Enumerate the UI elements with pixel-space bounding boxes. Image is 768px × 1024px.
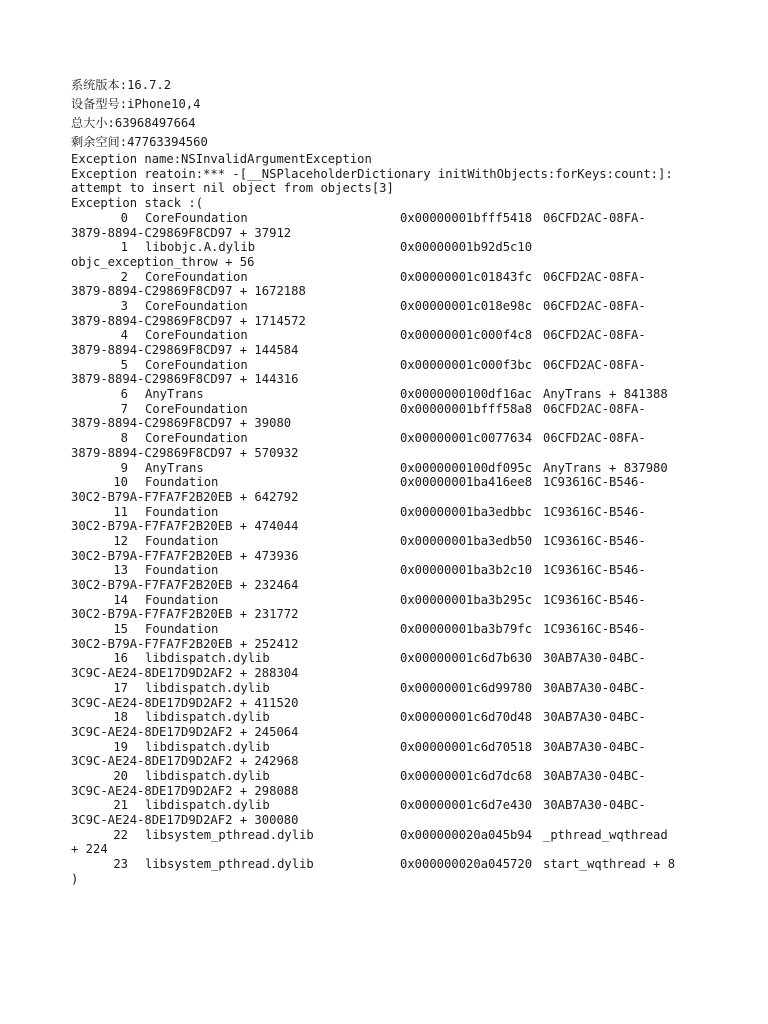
frame-number: 22	[113, 827, 128, 842]
frame-library: CoreFoundation	[145, 298, 248, 313]
frame-symbol: start_wqthread + 8	[543, 857, 676, 872]
frame-symbol: 06CFD2AC-08FA-	[543, 328, 646, 343]
frame-symbol: 1C93616C-B546-	[543, 504, 646, 519]
frame-symbol: 06CFD2AC-08FA-	[543, 269, 646, 284]
frame-address: 0x00000001bfff58a8	[400, 401, 533, 416]
frame-number: 8	[120, 431, 128, 446]
frame-library: Foundation	[145, 533, 219, 548]
frame-address: 0x00000001ba3edb50	[400, 533, 533, 548]
stack-frame	[71, 475, 711, 504]
frame-library: libdispatch.dylib	[145, 739, 270, 754]
frame-symbol: AnyTrans + 841388	[543, 387, 668, 402]
frame-number: 21	[113, 798, 128, 813]
stack-frame-row	[71, 710, 711, 725]
frame-symbol: 30AB7A30-04BC-	[543, 798, 646, 813]
frame-number: 23	[113, 857, 128, 872]
frame-library: CoreFoundation	[145, 357, 248, 372]
frame-number: 12	[113, 533, 128, 548]
frame-symbol: 06CFD2AC-08FA-	[543, 210, 646, 225]
stack-frame-row	[71, 563, 711, 578]
device-info-line: 剩余空间:47763394560	[71, 135, 208, 149]
stack-frame-row	[71, 358, 711, 373]
frame-address: 0x000000020a045b94	[400, 827, 533, 842]
stack-frame-row	[71, 593, 711, 608]
frame-library: Foundation	[145, 475, 219, 490]
frame-symbol-continued: 3879-8894-C29869F8CD97 + 1672188	[71, 284, 306, 299]
stack-frame	[71, 387, 711, 402]
frame-symbol-continued: 30C2-B79A-F7FA7F2B20EB + 231772	[71, 607, 299, 622]
frame-number: 1	[120, 240, 128, 255]
exception-reason: Exception reatoin:*** -[__NSPlaceholderDictionary initWithObjects:forKeys:count:]:	[71, 166, 673, 181]
frame-address: 0x00000001c6d7dc68	[400, 768, 533, 783]
frame-address: 0x00000001ba3b295c	[400, 592, 533, 607]
frame-symbol-continued: 3C9C-AE24-8DE17D9D2AF2 + 298088	[71, 783, 299, 798]
frame-number: 11	[113, 504, 128, 519]
frame-address: 0x0000000100df095c	[400, 460, 533, 475]
frame-address: 0x00000001c6d70518	[400, 739, 533, 754]
stack-frame-row	[71, 681, 711, 696]
frame-number: 2	[120, 269, 128, 284]
frame-library: libsystem_pthread.dylib	[145, 857, 314, 872]
stack-frame	[71, 211, 711, 240]
stack-frame	[71, 563, 711, 592]
frame-library: AnyTrans	[145, 460, 204, 475]
frame-symbol: 30AB7A30-04BC-	[543, 680, 646, 695]
frame-address: 0x00000001b92d5c10	[400, 240, 533, 255]
stack-frame	[71, 328, 711, 357]
frame-address: 0x00000001c6d70d48	[400, 710, 533, 725]
frame-library: libobjc.A.dylib	[145, 240, 256, 255]
frame-symbol-continued: 30C2-B79A-F7FA7F2B20EB + 473936	[71, 548, 299, 563]
stack-header: Exception stack :(	[71, 196, 204, 211]
stack-frame	[71, 431, 711, 460]
frame-number: 5	[120, 357, 128, 372]
stack-frame-row	[71, 651, 711, 666]
stack-frame-row	[71, 402, 711, 417]
frame-address: 0x00000001ba416ee8	[400, 475, 533, 490]
stack-frame-row	[71, 461, 711, 476]
stack-frame	[71, 681, 711, 710]
frame-library: CoreFoundation	[145, 431, 248, 446]
frame-number: 0	[120, 210, 128, 225]
stack-frame-row	[71, 828, 711, 843]
stack-frame-row	[71, 328, 711, 343]
frame-symbol-continued: 3879-8894-C29869F8CD97 + 1714572	[71, 313, 306, 328]
frame-symbol: 30AB7A30-04BC-	[543, 651, 646, 666]
frame-address: 0x00000001c01843fc	[400, 269, 533, 284]
stack-frame-row	[71, 211, 711, 226]
stack-frame-row	[71, 622, 711, 637]
frame-library: libdispatch.dylib	[145, 798, 270, 813]
frame-number: 6	[120, 387, 128, 402]
device-info-line: 系统版本:16.7.2	[71, 78, 172, 92]
frame-symbol-continued: 3C9C-AE24-8DE17D9D2AF2 + 300080	[71, 813, 299, 827]
frame-symbol: 1C93616C-B546-	[543, 475, 646, 490]
frame-library: CoreFoundation	[145, 328, 248, 343]
frame-number: 4	[120, 328, 128, 343]
frame-symbol-continued: 3C9C-AE24-8DE17D9D2AF2 + 288304	[71, 666, 299, 681]
frame-symbol: 1C93616C-B546-	[543, 622, 646, 637]
stack-frame-row	[71, 240, 711, 255]
frame-library: Foundation	[145, 504, 219, 519]
frame-symbol: 06CFD2AC-08FA-	[543, 431, 646, 446]
frame-library: libdispatch.dylib	[145, 651, 270, 666]
frame-address: 0x00000001bfff5418	[400, 210, 533, 225]
device-info-line: 设备型号:iPhone10,4	[71, 97, 201, 111]
frame-address: 0x00000001ba3b79fc	[400, 622, 533, 637]
frame-number: 19	[113, 739, 128, 754]
stack-frame	[71, 651, 711, 680]
frame-number: 20	[113, 768, 128, 783]
frame-number: 15	[113, 622, 128, 637]
stack-frame-row	[71, 475, 711, 490]
frame-number: 16	[113, 651, 128, 666]
stack-frame-row	[71, 505, 711, 520]
frame-library: Foundation	[145, 563, 219, 578]
frame-symbol: 1C93616C-B546-	[543, 533, 646, 548]
stack-frame	[71, 593, 711, 622]
frame-library: CoreFoundation	[145, 401, 248, 416]
stack-frame-row	[71, 740, 711, 755]
frame-address: 0x0000000100df16ac	[400, 387, 533, 402]
frame-symbol: 30AB7A30-04BC-	[543, 739, 646, 754]
stack-frame	[71, 769, 711, 798]
frame-address: 0x00000001c018e98c	[400, 298, 533, 313]
frame-address: 0x00000001c000f3bc	[400, 357, 533, 372]
stack-frame-row	[71, 431, 711, 446]
frame-library: CoreFoundation	[145, 269, 248, 284]
frame-symbol-continued: 3879-8894-C29869F8CD97 + 39080	[71, 416, 292, 431]
frame-number: 17	[113, 680, 128, 695]
frame-library: AnyTrans	[145, 387, 204, 402]
frame-symbol-continued: 30C2-B79A-F7FA7F2B20EB + 642792	[71, 489, 299, 504]
frame-library: Foundation	[145, 592, 219, 607]
frame-symbol: 06CFD2AC-08FA-	[543, 357, 646, 372]
device-info-line: 总大小:63968497664	[71, 116, 196, 130]
stack-frame-row	[71, 769, 711, 784]
frame-number: 10	[113, 475, 128, 490]
frame-symbol: _pthread_wqthread	[543, 827, 668, 842]
stack-frame	[71, 461, 711, 476]
stack-frame	[71, 505, 711, 534]
exception-reason-continued: attempt to insert nil object from objects[3]	[71, 181, 394, 196]
stack-footer: )	[71, 871, 79, 886]
frame-symbol: 06CFD2AC-08FA-	[543, 401, 646, 416]
stack-frame	[71, 358, 711, 387]
frame-symbol-continued: objc_exception_throw + 56	[71, 254, 255, 269]
stack-frame-row	[71, 534, 711, 549]
stack-frame-row	[71, 270, 711, 285]
stack-frame-row	[71, 299, 711, 314]
frame-number: 13	[113, 563, 128, 578]
device-info-block	[71, 76, 711, 152]
frame-library: libdispatch.dylib	[145, 680, 270, 695]
stack-frame	[71, 240, 711, 269]
stack-frame	[71, 798, 711, 827]
stack-frame	[71, 828, 711, 857]
frame-symbol-continued: 3879-8894-C29869F8CD97 + 37912	[71, 225, 292, 240]
frame-symbol-continued: 3C9C-AE24-8DE17D9D2AF2 + 245064	[71, 724, 299, 739]
frame-symbol-continued: 30C2-B79A-F7FA7F2B20EB + 474044	[71, 519, 299, 534]
frame-address: 0x00000001ba3b2c10	[400, 563, 533, 578]
frame-symbol: 1C93616C-B546-	[543, 563, 646, 578]
frame-library: Foundation	[145, 622, 219, 637]
frame-symbol-continued: 3C9C-AE24-8DE17D9D2AF2 + 411520	[71, 695, 299, 710]
frame-number: 7	[120, 401, 128, 416]
frame-address: 0x00000001c0077634	[400, 431, 533, 446]
frame-address: 0x00000001c6d99780	[400, 680, 533, 695]
frame-address: 0x00000001c6d7e430	[400, 798, 533, 813]
frame-number: 3	[120, 298, 128, 313]
frame-symbol-continued: 3879-8894-C29869F8CD97 + 144316	[71, 372, 299, 387]
frame-symbol-continued: 3879-8894-C29869F8CD97 + 570932	[71, 445, 299, 460]
frame-symbol: 30AB7A30-04BC-	[543, 768, 646, 783]
stack-frame	[71, 299, 711, 328]
frame-library: libdispatch.dylib	[145, 710, 270, 725]
exception-name: Exception name:NSInvalidArgumentException	[71, 152, 372, 166]
frame-symbol: 06CFD2AC-08FA-	[543, 298, 646, 313]
stack-frame	[71, 534, 711, 563]
stack-frame	[71, 857, 711, 872]
frame-symbol: 1C93616C-B546-	[543, 592, 646, 607]
frame-library: libdispatch.dylib	[145, 768, 270, 783]
frame-symbol: 30AB7A30-04BC-	[543, 710, 646, 725]
stack-frame	[71, 402, 711, 431]
frame-symbol-continued: 30C2-B79A-F7FA7F2B20EB + 252412	[71, 636, 299, 651]
frame-address: 0x00000001c000f4c8	[400, 328, 533, 343]
stack-frame	[71, 710, 711, 739]
frame-address: 0x00000001ba3edbbc	[400, 504, 533, 519]
stack-frame-row	[71, 798, 711, 813]
frame-library: libsystem_pthread.dylib	[145, 827, 314, 842]
frame-address: 0x000000020a045720	[400, 857, 533, 872]
frame-symbol: AnyTrans + 837980	[543, 460, 668, 475]
stack-frame-row	[71, 857, 711, 872]
stack-frame-row	[71, 387, 711, 402]
stack-frames	[71, 211, 711, 872]
frame-number: 14	[113, 592, 128, 607]
frame-number: 9	[120, 460, 128, 475]
frame-address: 0x00000001c6d7b630	[400, 651, 533, 666]
crash-log-document	[71, 76, 711, 886]
frame-symbol-continued: 3879-8894-C29869F8CD97 + 144584	[71, 343, 299, 357]
stack-frame	[71, 270, 711, 299]
frame-symbol-continued: 30C2-B79A-F7FA7F2B20EB + 232464	[71, 578, 299, 592]
stack-frame	[71, 740, 711, 769]
frame-library: CoreFoundation	[145, 210, 248, 225]
frame-number: 18	[113, 710, 128, 725]
frame-symbol-continued: + 224	[71, 842, 108, 857]
stack-frame	[71, 622, 711, 651]
frame-symbol-continued: 3C9C-AE24-8DE17D9D2AF2 + 242968	[71, 754, 299, 769]
